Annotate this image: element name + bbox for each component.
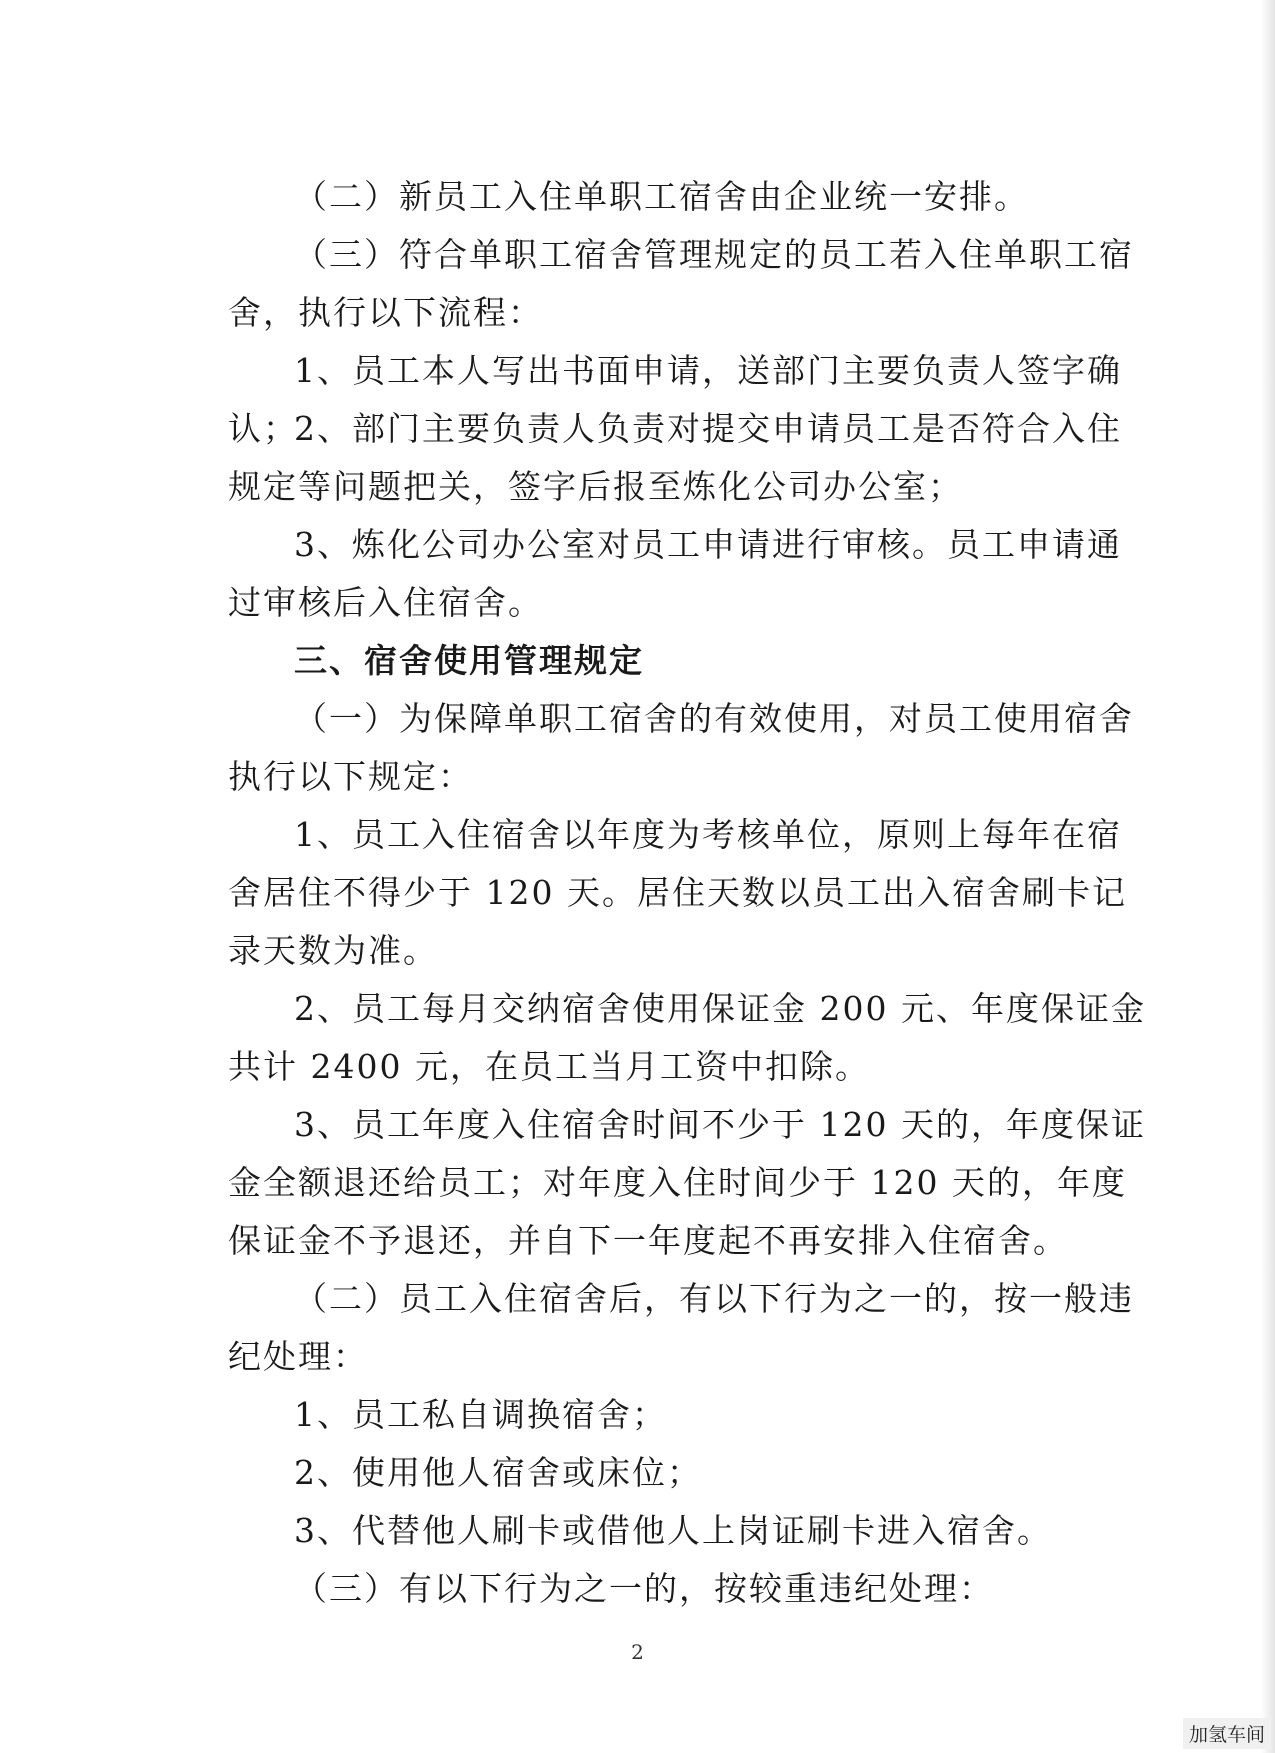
scan-edge-shadow	[1261, 0, 1275, 1753]
paragraph-violation-2: 2、使用他人宿舍或床位；	[294, 1453, 702, 1492]
paragraph-step-3: 3、炼化公司办公室对员工申请进行审核。员工申请通过审核后入住宿舍。	[228, 525, 1122, 622]
page-number: 2	[631, 1640, 644, 1664]
paragraph-general-violation: （二）员工入住宿舍后，有以下行为之一的，按一般违纪处理：	[228, 1279, 1134, 1376]
paragraph-step-2: 2、部门主要负责人负责对提交申请员工是否符合入住规定等问题把关，签字后报至炼化公司办公室；	[228, 409, 1122, 506]
paragraph-new-staff: （二）新员工入住单职工宿舍由企业统一安排。	[294, 177, 1029, 216]
paragraph-step-1: 1、员工本人写出书面申请，送部门主要负责人签字确认；	[228, 351, 1122, 448]
paragraph-rule-1: 1、员工入住宿舍以年度为考核单位，原则上每年在宿舍居住不得少于 120 天。居住天数以员工出入宿舍刷卡记录天数为准。	[228, 815, 1127, 970]
paragraph-usage-rules: （一）为保障单职工宿舍的有效使用，对员工使用宿舍执行以下规定：	[228, 699, 1134, 796]
section-heading: 三、宿舍使用管理规定	[294, 641, 644, 680]
watermark-label: 加氢车间	[1183, 1718, 1271, 1749]
paragraph-entry-process: （三）符合单职工宿舍管理规定的员工若入住单职工宿舍，执行以下流程：	[228, 235, 1134, 332]
paragraph-serious-violation: （三）有以下行为之一的，按较重违纪处理：	[294, 1569, 994, 1608]
paragraph-violation-3: 3、代替他人刷卡或借他人上岗证刷卡进入宿舍。	[294, 1511, 1052, 1550]
paragraph-violation-1: 1、员工私自调换宿舍；	[294, 1395, 667, 1434]
paragraph-rule-2: 2、员工每月交纳宿舍使用保证金 200 元、年度保证金共计 2400 元，在员工当月工资中扣除。	[228, 989, 1146, 1086]
paragraph-rule-3: 3、员工年度入住宿舍时间不少于 120 天的，年度保证金全额退还给员工；对年度入住时间少于 120 天的，年度保证金不予退还，并自下一年度起不再安排入住宿舍。	[228, 1105, 1146, 1260]
